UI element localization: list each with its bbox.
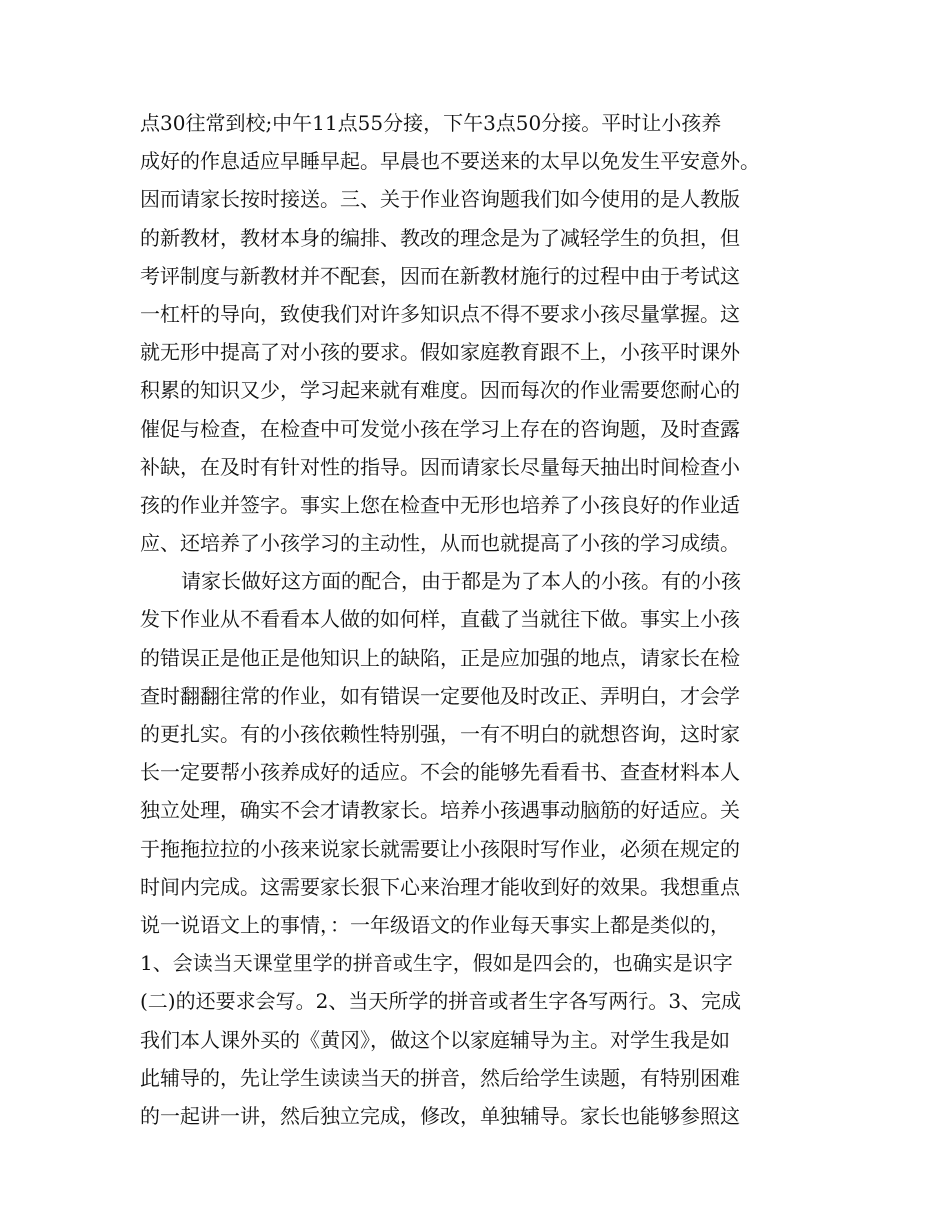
text-line: 成好的作息适应早睡早起。早晨也不要送来的太早以免发生平安意外。 <box>140 149 760 174</box>
text-line: 孩的作业并签字。事实上您在检查中无形也培养了小孩良好的作业适 <box>140 492 740 517</box>
text-line: 于拖拖拉拉的小孩来说家长就需要让小孩限时写作业，必须在规定的 <box>140 836 740 861</box>
text-line: 的错误正是他正是他知识上的缺陷，正是应加强的地点，请家长在检 <box>140 645 740 670</box>
paragraph-2 <box>140 562 820 1135</box>
text-line: 考评制度与新教材并不配套，因而在新教材施行的过程中由于考试这 <box>140 263 740 288</box>
text-line: 发下作业从不看看本人做的如何样，直截了当就往下做。事实上小孩 <box>140 607 740 632</box>
body-text <box>140 104 820 1135</box>
text-line: 因而请家长按时接送。三、关于作业咨询题我们如今使用的是人教版 <box>140 187 740 212</box>
text-line: 的更扎实。有的小孩依赖性特别强，一有不明白的就想咨询，这时家 <box>140 722 740 746</box>
text-line: 查时翻翻往常的作业，如有错误一定要他及时改正、弄明白，才会学 <box>140 683 740 708</box>
text-line: 的一起讲一讲，然后独立完成，修改，单独辅导。家长也能够参照这 <box>140 1103 740 1128</box>
text-line: 时间内完成。这需要家长狠下心来治理才能收到好的效果。我想重点 <box>140 874 740 899</box>
text-line-indented: 请家长做好这方面的配合，由于都是为了本人的小孩。有的小孩 <box>181 569 741 594</box>
text-line: 1、会读当天课堂里学的拼音或生字，假如是四会的，也确实是识字 <box>140 951 733 976</box>
text-line: 独立处理，确实不会才请教家长。培养小孩遇事动脑筋的好适应。关 <box>140 798 740 823</box>
text-line: 就无形中提高了对小孩的要求。假如家庭教育跟不上，小孩平时课外 <box>140 340 740 365</box>
text-line: 我们本人课外买的《黄冈》，做这个以家庭辅导为主。对学生我是如 <box>140 1027 730 1052</box>
paragraph-1 <box>140 104 820 562</box>
text-line: 应、还培养了小孩学习的主动性，从而也就提高了小孩的学习成绩。 <box>140 531 740 556</box>
text-line: 长一定要帮小孩养成好的适应。不会的能够先看看书、查查材料本人 <box>140 760 740 785</box>
text-line: 说一说语文上的事情，：一年级语文的作业每天事实上都是类似的， <box>140 912 730 937</box>
text-line: 催促与检查，在检查中可发觉小孩在学习上存在的咨询题，及时查露 <box>140 416 740 441</box>
text-line: 的新教材，教材本身的编排、教改的理念是为了减轻学生的负担，但 <box>140 225 740 250</box>
text-line: 此辅导的，先让学生读读当天的拼音，然后给学生读题，有特别困难 <box>140 1065 740 1090</box>
text-line: 点30往常到校;中午11点55分接，下午3点50分接。平时让小孩养 <box>140 111 722 135</box>
text-line: 积累的知识又少，学习起来就有难度。因而每次的作业需要您耐心的 <box>140 378 740 403</box>
text-line: 补缺，在及时有针对性的指导。因而请家长尽量每天抽出时间检查小 <box>140 454 740 479</box>
text-line: (二)的还要求会写。2、当天所学的拼音或者生字各写两行。3、完成 <box>140 989 742 1014</box>
text-line: 一杠杆的导向，致使我们对许多知识点不得不要求小孩尽量掌握。这 <box>140 301 740 326</box>
